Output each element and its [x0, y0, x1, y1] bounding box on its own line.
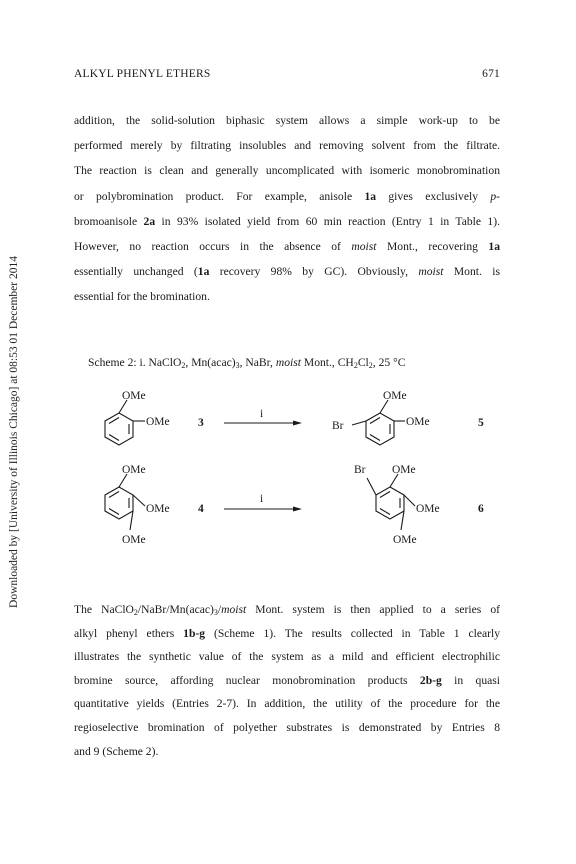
ome-label: OMe: [122, 534, 146, 546]
text-line: essentially unchanged (1a recovery 98% by GC). Obviously, moist Mont. is: [74, 265, 500, 279]
structure-3: [105, 400, 145, 445]
download-watermark-text: Downloaded by [University of Illinois Chicago] at 08:53 01 December 2014: [8, 256, 20, 608]
paragraph-1: [74, 108, 500, 310]
ome-label: OMe: [146, 503, 170, 515]
text-line: The reaction is clean and generally uncomplicated with isomeric monobromination: [74, 164, 500, 178]
ome-label: OMe: [122, 464, 146, 476]
text-line: quantitative yields (Entries 2-7). In addition, the utility of the procedure for the: [74, 697, 500, 711]
ome-label: OMe: [393, 534, 417, 546]
text-line: performed merely by filtrating insolubles and removing solvent from the filtrate.: [74, 139, 500, 153]
running-title: ALKYL PHENYL ETHERS: [74, 68, 211, 80]
text-line: and 9 (Scheme 2).: [74, 744, 159, 758]
structure-6: [367, 474, 415, 530]
text-line: addition, the solid-solution biphasic system allows a simple work-up to be: [74, 114, 500, 127]
compound-number-3: 3: [198, 417, 204, 429]
text-line: alkyl phenyl ethers 1b-g (Scheme 1). The results collected in Table 1 clearly: [74, 626, 500, 640]
compound-number-6: 6: [478, 503, 484, 515]
page-number: 671: [482, 68, 500, 80]
ome-label: OMe: [392, 464, 416, 476]
ome-label: OMe: [146, 416, 170, 428]
text-line: However, no reaction occurs in the absence of moist Mont., recovering 1a: [74, 239, 501, 253]
ome-label: OMe: [383, 390, 407, 402]
compound-number-4: 4: [198, 503, 204, 515]
ome-label: OMe: [416, 503, 440, 515]
bromo-label: Br: [354, 464, 366, 476]
text-line: bromine source, affording nuclear monobromination products 2b-g in quasi: [74, 673, 500, 687]
scheme-caption: Scheme 2: i. NaClO$_2$, $Mn(acac)_3$, NaBr, moist Mont., $CH_2Cl_2$, 25 °C: [88, 356, 406, 370]
text-line: illustrates the synthetic value of the system as a mild and efficient electrophilic: [74, 650, 500, 664]
compound-number-5: 5: [478, 417, 484, 429]
text-line: regioselective bromination of polyether substrates is demonstrated by Entries 8: [74, 720, 500, 734]
reagent-label: i: [260, 408, 264, 420]
text-line: The $NaClO_2/NaBr/Mn(acac)_3$/moist Mont. system is then applied to a series of: [74, 603, 500, 617]
text-line: essential for the bromination.: [74, 290, 210, 304]
ome-label: OMe: [406, 416, 430, 428]
arrow-head: [293, 421, 302, 426]
text-line: bromoanisole 2a in 93% isolated yield from 60 min reaction (Entry 1 in Table 1).: [74, 214, 500, 228]
paragraph-2: [74, 598, 500, 763]
text-line: or polybromination product. For example, anisole 1a gives exclusively p-: [74, 189, 501, 203]
bromo-label: Br: [332, 420, 344, 432]
arrow-head: [293, 507, 302, 512]
reagent-label: i: [260, 493, 264, 505]
structure-5: [352, 400, 405, 445]
structure-4: [105, 474, 145, 530]
ome-label: OMe: [122, 390, 146, 402]
